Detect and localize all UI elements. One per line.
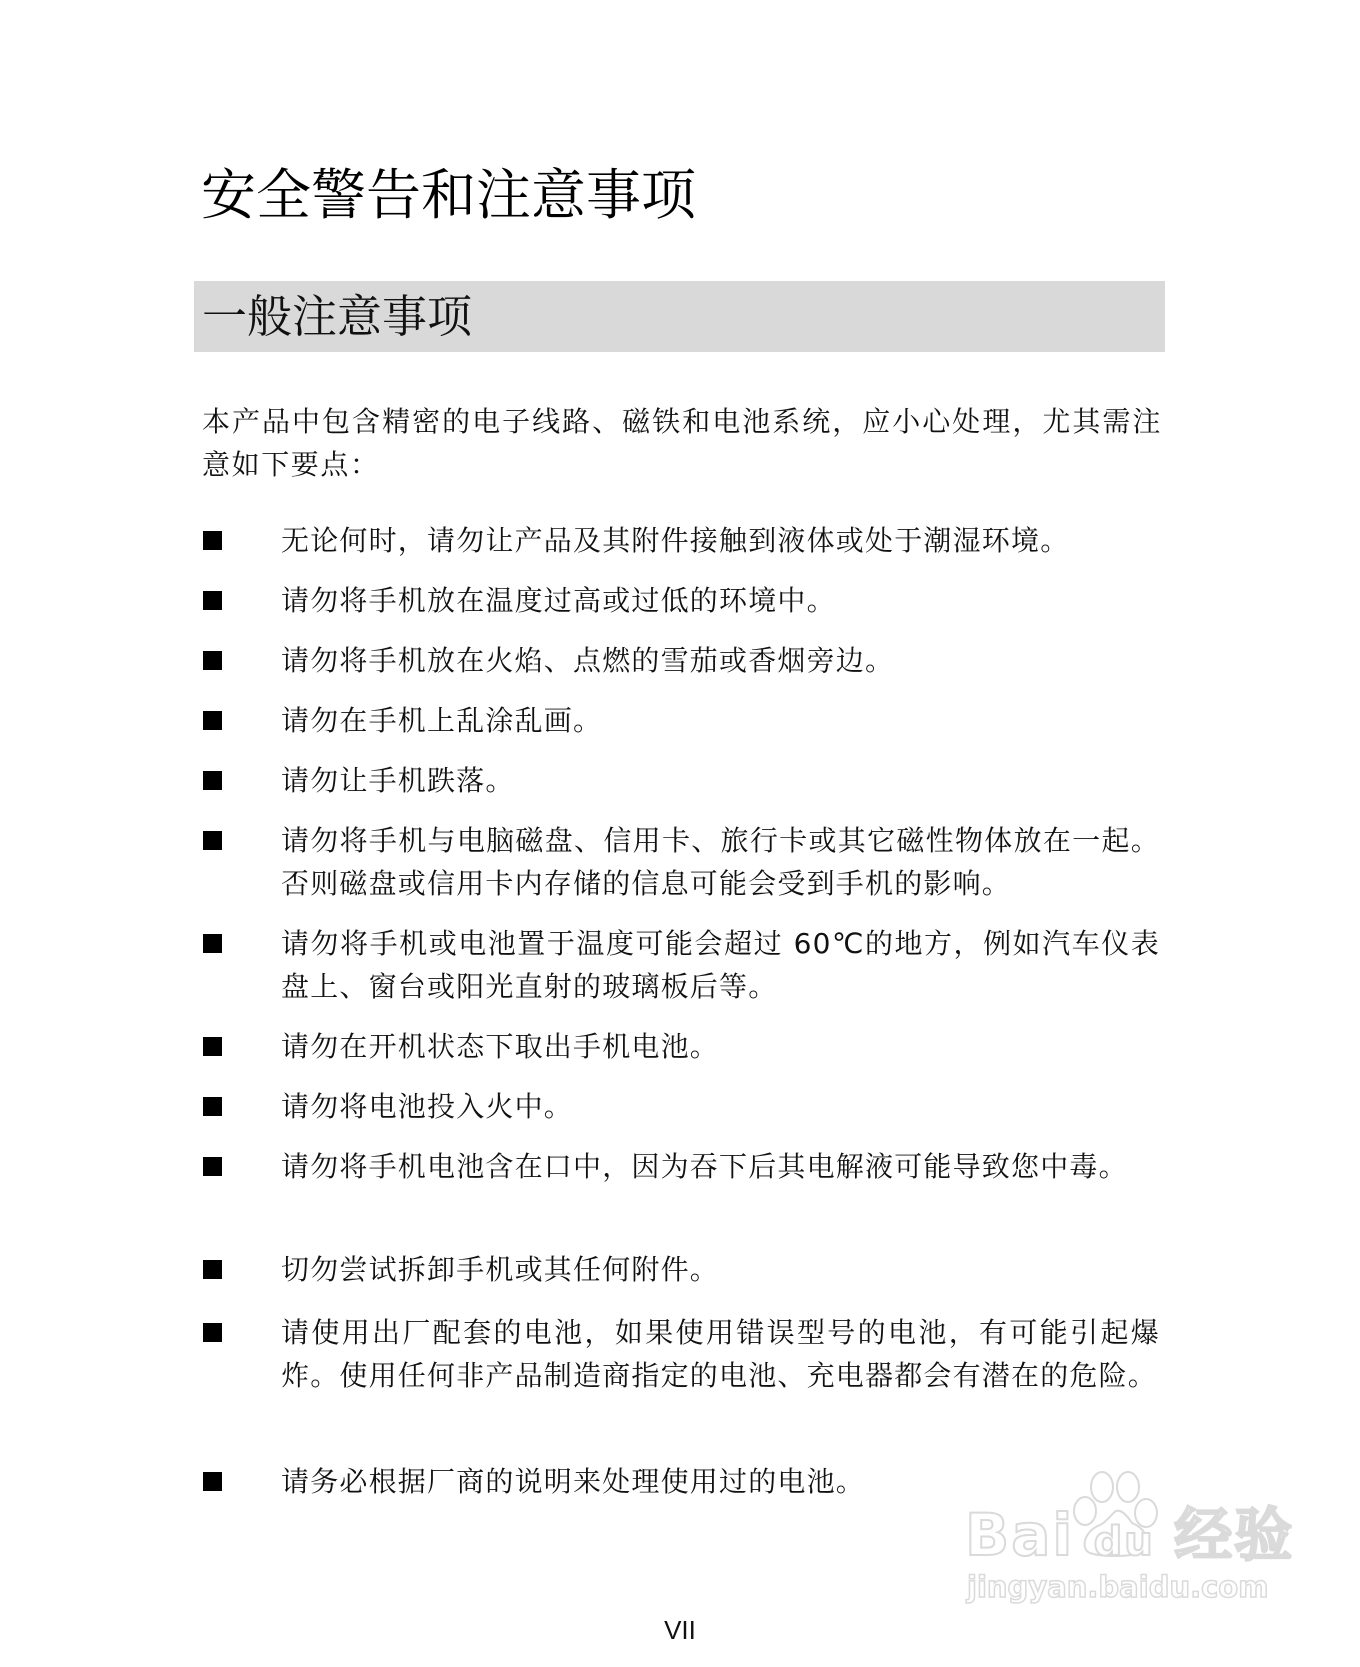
section-title: 一般注意事项 [202, 290, 473, 343]
square-bullet-icon [203, 711, 222, 730]
square-bullet-icon [203, 1260, 222, 1279]
square-bullet-icon [203, 531, 222, 550]
watermark-url: jingyan.baidu.com [967, 1570, 1269, 1604]
page-number: VII [664, 1615, 696, 1645]
list-item-text: 请勿将手机或电池置于温度可能会超过 60℃的地方，例如汽车仪表盘上、窗台或阳光直射的玻璃板后等。 [281, 927, 1160, 1003]
list-item-text: 请勿在手机上乱涂乱画。 [281, 704, 603, 737]
page-title: 安全警告和注意事项 [201, 163, 697, 227]
list-item-text: 请勿将电池投入火中。 [281, 1090, 574, 1123]
intro-paragraph: 本产品中包含精密的电子线路、磁铁和电池系统，应小心处理，尤其需注意如下要点： [202, 405, 1162, 481]
square-bullet-icon [203, 1097, 222, 1116]
list-item-text: 请勿将手机电池含在口中，因为吞下后其电解液可能导致您中毒。 [281, 1150, 1128, 1183]
square-bullet-icon [203, 591, 222, 610]
list-item-text: 请勿将手机放在温度过高或过低的环境中。 [281, 584, 836, 617]
square-bullet-icon [203, 1323, 222, 1342]
watermark-brand: Bai du 经验 [965, 1501, 1295, 1569]
square-bullet-icon [203, 1157, 222, 1176]
square-bullet-icon [203, 1472, 222, 1491]
list-item-text: 请勿将手机与电脑磁盘、信用卡、旅行卡或其它磁性物体放在一起。否则磁盘或信用卡内存储的信息可能会受到手机的影响。 [281, 824, 1160, 900]
list-item-text: 请勿在开机状态下取出手机电池。 [281, 1030, 720, 1063]
list-item-text: 切勿尝试拆卸手机或其任何附件。 [281, 1253, 720, 1286]
list-item-text: 请使用出厂配套的电池，如果使用错误型号的电池，有可能引起爆炸。使用任何非产品制造商指定的电池、充电器都会有潜在的危险。 [281, 1316, 1160, 1392]
square-bullet-icon [203, 771, 222, 790]
list-item-text: 请勿让手机跌落。 [281, 764, 515, 797]
section-header-bar [194, 281, 1165, 352]
list-item-text: 请务必根据厂商的说明来处理使用过的电池。 [281, 1465, 866, 1498]
square-bullet-icon [203, 831, 222, 850]
square-bullet-icon [203, 651, 222, 670]
baidu-jingyan-watermark [965, 1465, 1295, 1615]
list-item-text: 无论何时，请勿让产品及其附件接触到液体或处于潮湿环境。 [281, 524, 1070, 557]
square-bullet-icon [203, 934, 222, 953]
list-item-text: 请勿将手机放在火焰、点燃的雪茄或香烟旁边。 [281, 644, 895, 677]
square-bullet-icon [203, 1037, 222, 1056]
